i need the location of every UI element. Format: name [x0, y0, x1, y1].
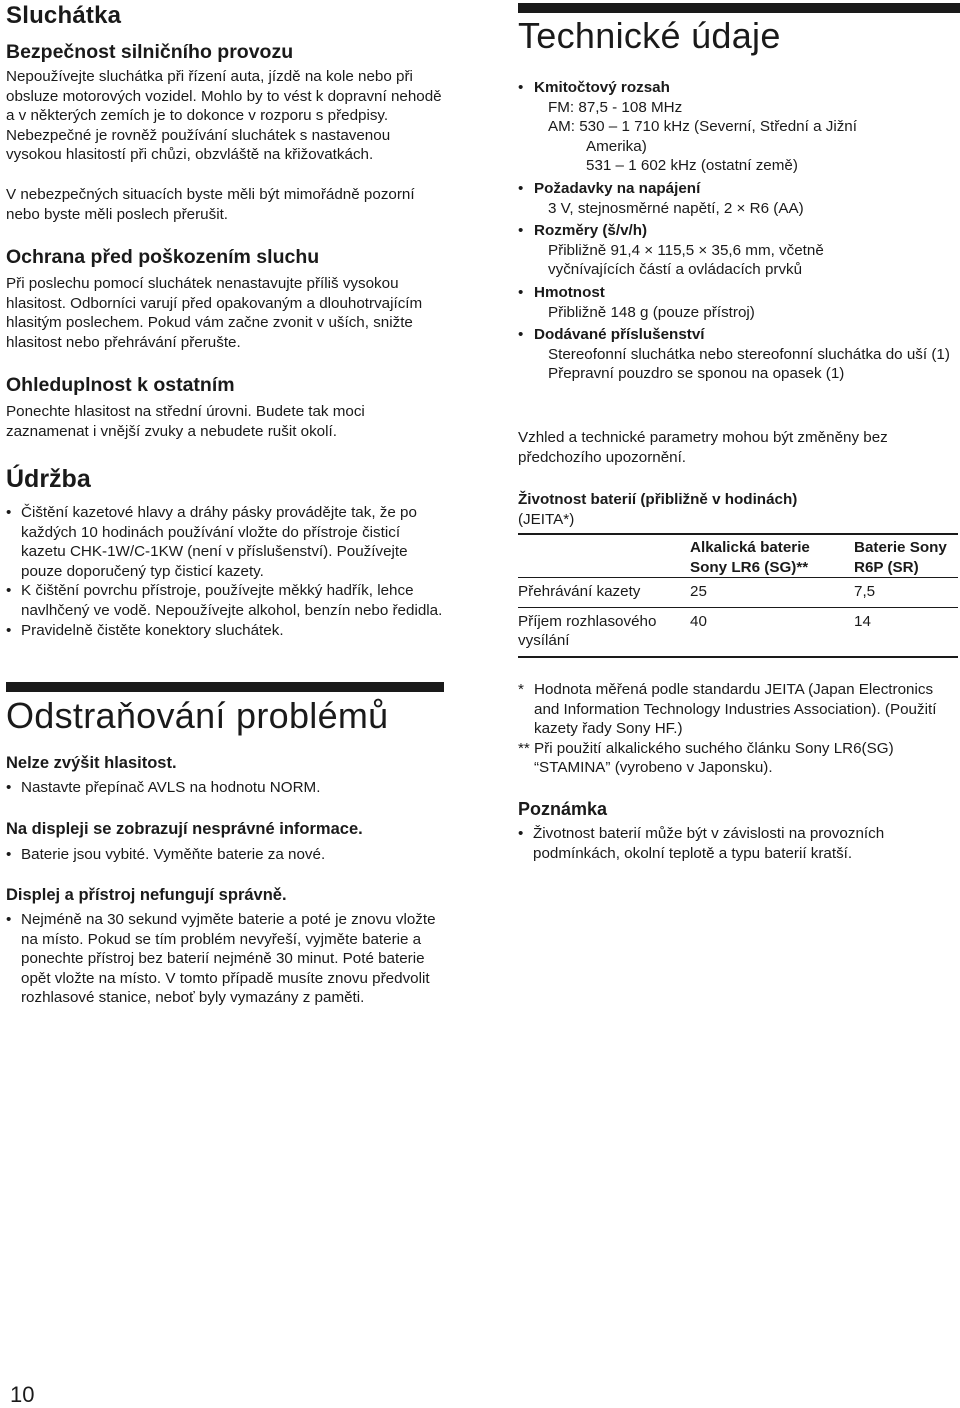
spec-value: Amerika) — [586, 137, 647, 155]
spec-accessories — [518, 325, 958, 384]
problem-title: Nelze zvýšit hlasitost. — [6, 754, 177, 772]
list-item: • Pravidelně čistěte konektory sluchátek. — [6, 621, 284, 639]
heading-maintenance: Údržba — [6, 465, 91, 493]
hearing-protection-text: Při poslechu pomocí sluchátek nenastavujte příliš vysokou hlasitost. Odborníci varují před opakovaným a dlouhotrvajícím hlasitým poslechem. Pokud vám začne zvonit v uších, snižte hlasitost nebo přehrávání přerušte. — [6, 275, 423, 351]
table-cell: 7,5 — [854, 583, 876, 601]
table-header-cell: Alkalická baterie Sony LR6 (SG)** — [690, 539, 810, 576]
table-cell: Přehrávání kazety — [518, 583, 641, 601]
list-item: • Čištění kazetové hlavy a dráhy pásky provádějte tak, že po každých 10 hodinách používání vložte do přístroje čisticí kazetu CHK-1W/C-1KW (není v příslušenství). Používejte pouze doporučený typ čisticí kazety. — [6, 504, 417, 580]
note-heading: Poznámka — [518, 799, 608, 819]
spec-value: 531 – 1 602 kHz (ostatní země) — [586, 157, 798, 175]
bullet-icon: • — [6, 846, 12, 863]
list-item: • K čištění povrchu přístroje, používejte měkký hadřík, lehce navlhčený ve vodě. Nepoužívejte alkohol, benzín nebo ředidla. — [6, 582, 443, 619]
spec-weight — [518, 283, 958, 322]
consideration-text: Ponechte hlasitost na střední úrovni. Budete tak moci zaznamenat i vnější zvuky a nebudete rušit okolí. — [6, 403, 365, 440]
section-title-sluchatka: Sluchátka — [6, 2, 122, 29]
battery-title: Životnost baterií (přibližně v hodinách) — [518, 491, 798, 508]
spec-title: Kmitočtový rozsah — [534, 79, 670, 96]
problem-title: Na displeji se zobrazují nesprávné informace. — [6, 820, 363, 838]
bullet-icon: • — [6, 779, 12, 796]
list-item: • Životnost baterií může být v závislosti na provozních podmínkách, okolní teplotě a typu baterií kratší. — [518, 825, 885, 862]
spec-dimensions — [518, 221, 958, 280]
bullet-icon: • — [6, 504, 12, 521]
table-header-row — [518, 534, 958, 578]
bullet-icon: • — [518, 326, 524, 344]
section-rule — [6, 682, 444, 692]
spec-value: FM: 87,5 - 108 MHz — [548, 98, 683, 116]
list-item: • Nejméně na 30 sekund vyjměte baterie a poté je znovu vložte na místo. Pokud se tím problém nevyřeší, vyjměte baterie a ponechte přístroj bez baterií nejméně 30 minut. Poté baterie opět vložte na místo. V tomto případě musíte znovu předvolit rozhlasové stanice, neboť byly vymazány z paměti. — [6, 911, 436, 1007]
footnote: * Hodnota měřená podle standardu JEITA (Japan Electronics and Information Technology Industries Association). (Použití kazety řady Sony HF.) — [518, 681, 937, 738]
problem-solution-list — [6, 910, 446, 1008]
list-item: • Nastavte přepínač AVLS na hodnotu NORM. — [6, 779, 321, 796]
spec-title: Dodávané příslušenství — [534, 326, 705, 344]
footnotes — [518, 680, 958, 778]
bullet-icon: • — [518, 825, 524, 842]
problem-solution-list — [6, 778, 446, 798]
table-cell: 25 — [690, 583, 707, 601]
page-number: 10 — [10, 1382, 35, 1407]
heading-consideration: Ohleduplnost k ostatním — [6, 374, 235, 396]
heading-troubleshooting: Odstraňování problémů — [6, 695, 389, 736]
section-rule — [518, 3, 960, 13]
bullet-icon: • — [6, 911, 12, 928]
spec-value: 3 V, stejnosměrné napětí, 2 × R6 (AA) — [548, 199, 804, 217]
problem-title: Displej a přístroj nefungují správně. — [6, 886, 287, 904]
spec-value: Přibližně 91,4 × 115,5 × 35,6 mm, včetně — [548, 241, 824, 259]
heading-hearing-protection: Ochrana před poškozením sluchu — [6, 246, 320, 268]
road-safety-text-1: Nepoužívejte sluchátka při řízení auta, jízdě na kole nebo při obsluze motorových vozidel. Mohlo by to vést k dopravní nehodě a v některých zemích je to dokonce v rozporu s předpisy. Nebezpečné je rovněž používání sluchátek s nastavenou vysokou hlasitostí při chůzi, obzvláště na křižovatkách. — [6, 68, 442, 164]
bullet-icon: • — [518, 79, 524, 96]
table-cell: 14 — [854, 612, 871, 630]
spec-title: Rozměry (š/v/h) — [534, 222, 648, 240]
table-cell: 40 — [690, 612, 707, 630]
road-safety-text-2: V nebezpečných situacích byste měli být mimořádně pozorní nebo byste měli poslech přerušit. — [6, 186, 415, 223]
heading-road-safety: Bezpečnost silničního provozu — [6, 41, 294, 63]
battery-heading — [518, 490, 958, 529]
table-row — [518, 578, 958, 608]
heading-technical-specs: Technické údaje — [518, 15, 781, 56]
battery-subtitle: (JEITA*) — [518, 510, 575, 528]
battery-life-table — [518, 533, 958, 658]
maintenance-list — [6, 503, 446, 640]
table-row — [518, 607, 958, 657]
spec-value: Stereofonní sluchátka nebo stereofonní sluchátka do uší (1) — [548, 345, 950, 363]
problem-solution-list — [6, 845, 446, 865]
list-item: • Baterie jsou vybité. Vyměňte baterie za nové. — [6, 846, 326, 863]
footnote-mark: ** — [518, 739, 530, 757]
spec-power — [518, 179, 958, 218]
bullet-icon: • — [6, 582, 12, 600]
spec-list — [518, 78, 958, 384]
bullet-icon: • — [6, 621, 12, 639]
spec-frequency — [518, 78, 958, 176]
spec-value: AM: 530 – 1 710 kHz (Severní, Střední a Jižní — [548, 118, 857, 136]
footnote-mark: * — [518, 681, 524, 698]
footnote: ** Při použití alkalického suchého článku Sony LR6(SG) “STAMINA” (vyrobeno v Japonsku). — [518, 739, 894, 777]
table-cell: Příjem rozhlasového vysílání — [518, 612, 657, 650]
bullet-icon: • — [518, 283, 524, 301]
bullet-icon: • — [518, 179, 524, 197]
bullet-icon: • — [518, 222, 524, 240]
spec-value: Přibližně 148 g (pouze přístroj) — [548, 303, 755, 321]
spec-title: Požadavky na napájení — [534, 179, 701, 197]
note-list — [518, 824, 958, 863]
spec-title: Hmotnost — [534, 283, 605, 301]
spec-notice: Vzhled a technické parametry mohou být změněny bez předchozího upozornění. — [518, 429, 888, 466]
spec-value: Přepravní pouzdro se sponou na opasek (1) — [548, 365, 845, 383]
spec-value: vyčnívajících částí a ovládacích prvků — [548, 261, 803, 279]
table-header-cell: Baterie Sony R6P (SR) — [854, 539, 947, 576]
